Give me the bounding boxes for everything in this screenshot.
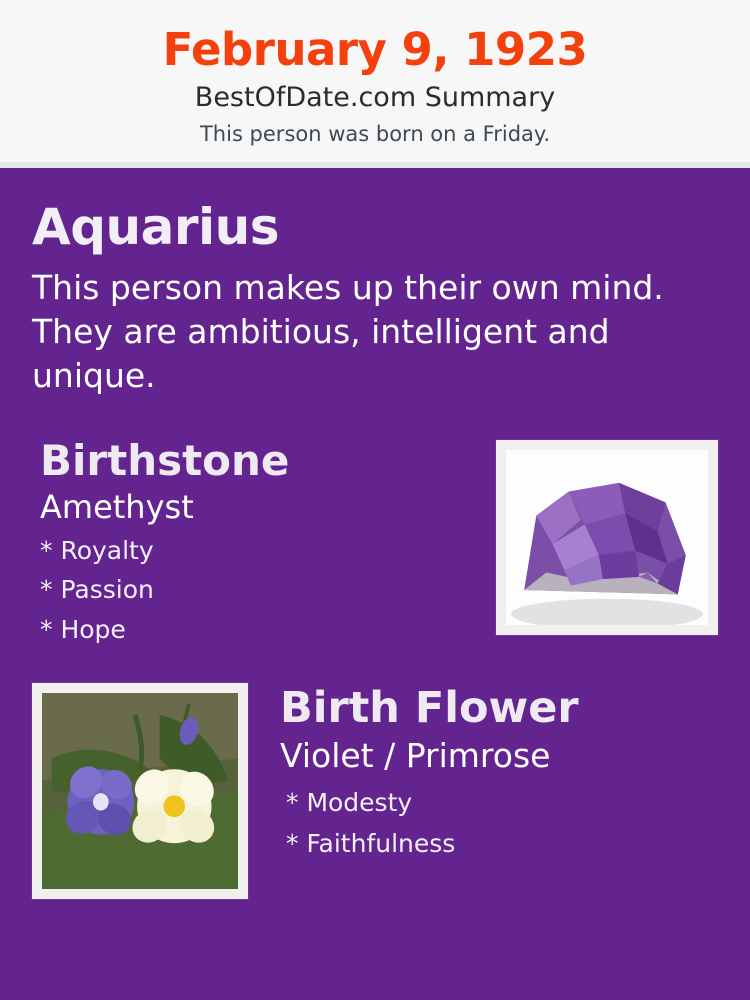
birthstone-trait: * Passion [40, 575, 154, 605]
birthstone-trait: * Hope [40, 614, 126, 644]
birthstone-section [32, 435, 718, 644]
birth-flower-title: Birth Flower [280, 683, 579, 734]
birth-flower-name: Violet / Primrose [280, 736, 551, 776]
content-body [0, 168, 750, 1000]
birth-flower-section [32, 683, 718, 899]
birth-flower-photo-frame [32, 683, 248, 899]
zodiac-description: This person makes up their own mind. They are ambitious, intelligent and unique. [32, 268, 664, 395]
birthstone-image [506, 450, 708, 625]
header [0, 0, 750, 168]
birth-flower-trait: * Modesty [286, 787, 413, 817]
birthstone-title: Birthstone [40, 435, 290, 485]
birth-flower-text [280, 683, 579, 857]
birthstone-text [32, 435, 290, 644]
birth-flower-trait: * Faithfulness [286, 829, 456, 859]
zodiac-sign-name: Aquarius [32, 198, 279, 257]
birthstone-trait: * Royalty [40, 535, 154, 565]
birthstone-photo-frame [496, 440, 718, 635]
birth-weekday-note: This person was born on a Friday. [199, 121, 551, 146]
zodiac-section [32, 198, 718, 398]
site-summary-label: BestOfDate.com Summary [194, 82, 556, 114]
page-title: February 9, 1923 [162, 23, 588, 76]
birth-flower-image [42, 693, 238, 889]
birthstone-name: Amethyst [40, 487, 194, 526]
